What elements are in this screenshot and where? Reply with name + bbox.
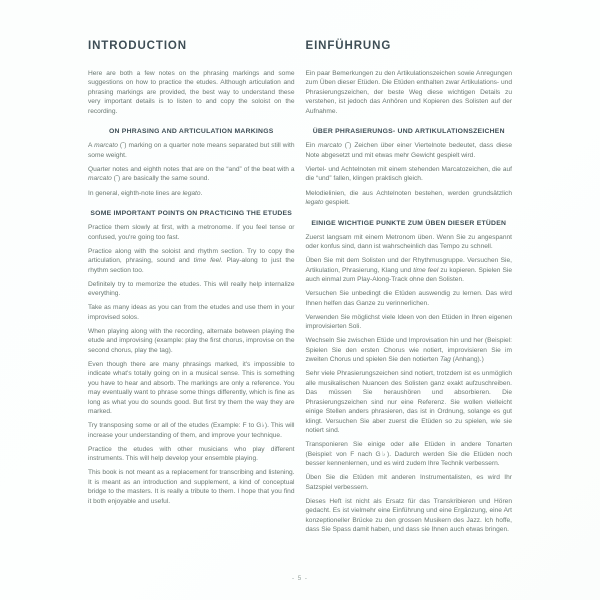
paragraph: When playing along with the recording, alternate between playing the etude and improvising (example: play the first chorus, improvise on the second chorus, play the tag). [88, 327, 295, 354]
paragraph: Definitely try to memorize the etudes. This will really help internalize everything. [88, 280, 295, 298]
paragraph: Try transposing some or all of the etudes (Example: F to G♭). This will increase your understanding of them, and improve your technique. [88, 422, 295, 439]
paragraph: Dieses Heft ist nicht als Ersatz für das Transkribieren und Hören gedacht. Es ist vielmehr eine Einführung und eine Ergänzung, eine Art konzeptioneller Brücke zu den grossen Musikern des Jazz. Ich hoffe, dass Sie Spass damit haben, und dass sie Ihnen auch etwas bringen. [305, 497, 512, 534]
german-blocks [306, 69, 513, 535]
paragraph: In general, eighth-note lines are legato. [88, 189, 203, 197]
column-english [88, 40, 295, 539]
english-blocks [88, 69, 295, 506]
paragraph: Practice the etudes with other musicians who play different instruments. This will help develop your ensemble playing. [88, 445, 295, 463]
paragraph: Practice them slowly at first, with a metronome. If you feel tense or confused, you're going too fast. [88, 224, 295, 241]
paragraph: Versuchen Sie unbedingt die Etüden auswendig zu lernen. Das wird Ihnen helfen das Ganze zu verinnerlichen. [305, 290, 512, 307]
section-heading: SOME IMPORTANT POINTS ON PRACTICING THE ETUDES [90, 210, 293, 218]
paragraph: A marcato (ˆ) marking on a quarter note means separated but still with some weight. [88, 142, 295, 159]
paragraph: Üben Sie die Etüden mit anderen Instrumentalisten, es wird Ihr Satzspiel verbessern. [305, 474, 512, 491]
page-title-german: EINFÜHRUNG [305, 40, 392, 52]
paragraph: Zuerst langsam mit einem Metronom üben. Wenn Sie zu angespannt oder konfus sind, dann ist wahrscheinlich das Tempo zu schnell. [305, 233, 512, 250]
paragraph: Even though there are many phrasings marked, it's impossible to indicate what's totally going on in a musical sense. This is something you have to hear and absorb. The markings are only a reference. You may eventually want to phrase some things differently, which is fine as long as what you do sounds good. But first try them the way they are marked. [88, 360, 295, 416]
paragraph: Practice along with the soloist and rhythm section. Try to copy the articulation, phrasing, sound and time feel. Play-along to just the rhythm section too. [88, 247, 295, 274]
paragraph: Sehr viele Phrasierungszeichen sind notiert, trotzdem ist es unmöglich alle musikalischen Nuancen des Solisten ganz exakt aufzuschreiben. Das müssen Sie heraushören und absorbieren. Die Phrasierungszeichen sind nur eine Referenz. Sie wollen vielleicht einige Stellen anders phrasieren, das ist in Ordnung, solange es gut klingt. Versuchen Sie aber zuerst die Etüden so zu spielen, wie sie notiert sind. [305, 370, 512, 435]
column-german [306, 40, 513, 539]
section-heading: EINIGE WICHTIGE PUNKTE ZUM ÜBEN DIESER ETÜDEN [311, 219, 507, 227]
paragraph: Here are both a few notes on the phrasing markings and some suggestions on how to practice the etudes. Although articulation and phrasing markings are provided, the best way to understand these very important details is to listen to and copy the soloist on the recording. [88, 70, 295, 115]
page-title-english: INTRODUCTION [88, 40, 187, 52]
paragraph: Üben Sie mit dem Solisten und der Rhythmusgruppe. Versuchen Sie, Artikulation, Phrasierung, Klang und time feel zu kopieren. Spielen Sie auch einmal zum Play-Along-Track ohne den Solisten. [305, 257, 513, 284]
section-heading: ÜBER PHRASIERUNGS- UND ARTIKULATIONSZEICHEN [312, 128, 505, 136]
page-number: - 5 - [291, 575, 308, 582]
paragraph: Melodielinien, die aus Achtelnoten bestehen, werden grundsätzlich legato gespielt. [305, 189, 512, 207]
paragraph: This book is not meant as a replacement for transcribing and listening. It is meant as an introduction and supplement, a kind of conceptual bridge to the masters. It is really a tribute to them. I hope that you find it both enjoyable and useful. [88, 469, 295, 505]
paragraph: Wechseln Sie zwischen Etüde und Improvisation hin und her (Beispiel: Spielen Sie den ersten Chorus wie notiert, improvisieren Sie im zweiten Chorus und spielen Sie den notierten Tag (Anhang).) [305, 337, 512, 364]
section-heading: ON PHRASING AND ARTICULATION MARKINGS [108, 128, 274, 136]
paragraph: Ein marcato (ˆ) Zeichen über einer Viertelnote bedeutet, dass diese Note abgesetzt und mit etwas mehr Gewicht gespielt wird. [305, 142, 512, 159]
paragraph: Take as many ideas as you can from the etudes and use them in your improvised solos. [88, 304, 295, 321]
paragraph: Transponieren Sie einige oder alle Etüden in andere Tonarten (Beispiel: von F nach G♭). Dadurch werden Sie die Etüden noch besser kennenlernen, und es wird zudem Ihre Technik verbessern. [305, 441, 512, 468]
paragraph: Quarter notes and eighth notes that are on the “and” of the beat with a marcato (ˆ) are basically the same sound. [88, 165, 295, 183]
paragraph: Ein paar Bemerkungen zu den Artikulationszeichen sowie Anregungen zum Üben dieser Etüden. Die Etüden enthalten zwar Artikulations- und Phrasierungszeichen, der beste Weg diese wichtigen Details zu verstehen, ist jedoch das Anhören und Kopieren des Solisten auf der Aufnahme. [305, 70, 512, 115]
paragraph: Viertel- und Achtelnoten mit einem stehenden Marcatozeichen, die auf die “und” fallen, klingen praktisch gleich. [305, 165, 512, 183]
paragraph: Verwenden Sie möglichst viele Ideen von den Etüden in Ihren eigenen improvisierten Soli. [305, 313, 512, 331]
